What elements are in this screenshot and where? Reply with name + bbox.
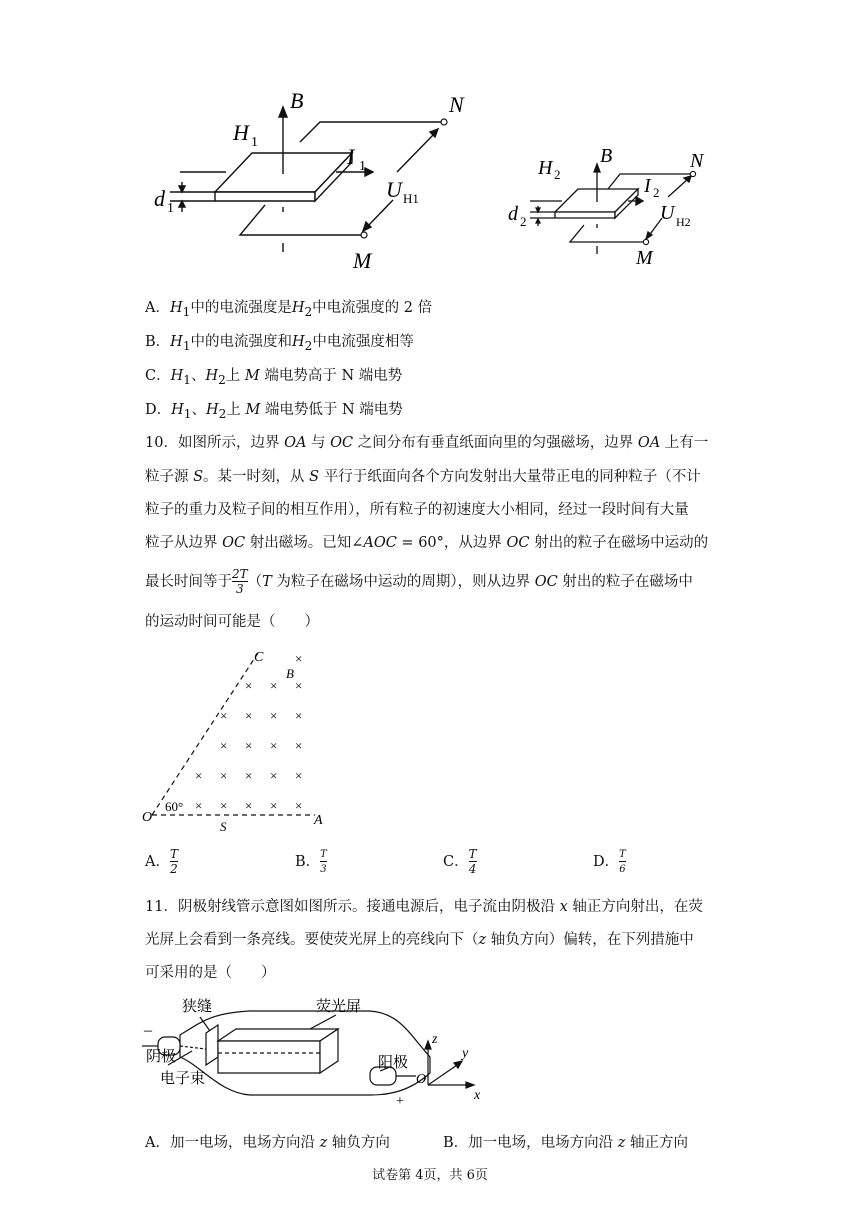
field-cross: ×: [270, 708, 278, 723]
var-z: z: [617, 1135, 626, 1151]
label-d-sub: 1: [167, 201, 174, 216]
text: 为粒子在磁场中运动的周期），则从边界: [271, 574, 535, 590]
field-cross: ×: [295, 678, 303, 693]
denominator: 3: [232, 581, 248, 596]
denominator: 3: [320, 861, 327, 876]
q10-line-2: [145, 467, 701, 487]
field-cross: ×: [295, 738, 303, 753]
fraction: [320, 848, 327, 876]
var-z: z: [319, 1135, 328, 1151]
label-S: S: [220, 819, 227, 834]
q11-line-1: [145, 897, 703, 917]
text: 。某一时刻，从: [203, 469, 310, 485]
q10-line-1: [145, 433, 708, 453]
text: 中的电流强度和: [190, 334, 292, 350]
sub: 2: [218, 406, 227, 421]
sub: 2: [218, 372, 226, 387]
denominator: 2: [170, 862, 178, 876]
var-oa: OA: [284, 435, 307, 451]
var-m: M: [244, 368, 260, 384]
field-cross: ×: [270, 738, 278, 753]
text: 中电流强度相等: [312, 334, 414, 350]
cathode-ray-tube-figure: [140, 995, 490, 1113]
text: 轴负方向）偏转，在下列措施中: [486, 932, 694, 948]
text: 中电流强度的 2 倍: [312, 300, 433, 316]
text: 端电势低于 N 端电势: [264, 402, 403, 418]
text: 上: [225, 368, 241, 384]
text: 粒子从边界: [145, 535, 223, 551]
label-H-sub: 1: [251, 135, 258, 150]
field-cross: ×: [195, 768, 203, 783]
label-N: N: [449, 92, 464, 117]
label-I: I: [347, 144, 355, 169]
label-A: A: [314, 813, 323, 828]
var-oa: OA: [637, 435, 661, 451]
q10-line-6: 的运动时间可能是（ ）: [145, 614, 319, 630]
field-cross: ×: [295, 798, 303, 813]
label-d-sub: 2: [520, 214, 527, 229]
label-H: H: [538, 157, 553, 179]
option-label: A．: [145, 854, 170, 870]
q9-option-b: [145, 332, 414, 356]
var-h1: H: [170, 334, 183, 350]
var-aoc: AOC: [363, 535, 397, 551]
text: 轴负方向: [327, 1135, 390, 1151]
var-oc: OC: [222, 535, 246, 551]
field-cross: ×: [295, 651, 303, 666]
text: 最长时间等于: [145, 574, 232, 590]
var-s: S: [193, 469, 204, 485]
var-h1: H: [169, 300, 183, 316]
q9-option-a: [145, 298, 432, 322]
label-U-sub: H1: [403, 191, 419, 206]
text: 射出的粒子在磁场中: [557, 574, 693, 590]
label-screen: 荧光屏: [316, 999, 362, 1015]
fraction: [469, 848, 477, 876]
field-cross: ×: [245, 768, 253, 783]
label-M: M: [636, 247, 653, 269]
option-label: B．: [443, 1135, 469, 1151]
var-oc: OC: [534, 574, 558, 590]
sub: 1: [182, 338, 191, 353]
text: 加一电场，电场方向沿: [169, 1135, 320, 1151]
var-oc: OC: [506, 535, 530, 551]
axis-origin: O: [416, 1072, 427, 1087]
hall-figure-left: [140, 80, 480, 280]
plus-sign: +: [396, 1094, 404, 1109]
axis-x: x: [474, 1088, 481, 1103]
var-h1: H: [170, 368, 184, 384]
field-cross: ×: [220, 738, 228, 753]
text: 平行于纸面向各个方向发射出大量带正电的同种粒子（不计: [319, 469, 701, 485]
sub: 2: [304, 338, 313, 353]
label-cathode: 阴极: [146, 1049, 177, 1065]
minus-sign: –: [144, 1022, 152, 1039]
text: 端电势高于 N 端电势: [264, 368, 403, 384]
magnetic-field-figure: [140, 645, 340, 835]
axis-y: y: [462, 1046, 469, 1061]
field-cross: ×: [245, 738, 253, 753]
option-label: A．: [145, 1135, 170, 1151]
axis-z: z: [432, 1032, 438, 1047]
label-O: O: [142, 810, 153, 825]
numerator: T: [619, 849, 626, 860]
label-H-sub: 2: [554, 167, 561, 182]
numerator: 2T: [232, 567, 248, 581]
q11-option-b: [443, 1131, 688, 1152]
option-label: C．: [145, 368, 171, 384]
q10-option-d: [593, 848, 626, 876]
label-M: M: [353, 248, 372, 273]
label-B: B: [600, 145, 613, 167]
hall-figure-right: [500, 140, 730, 270]
q10-line-5: [145, 568, 693, 596]
text: 中的电流强度是: [190, 300, 292, 316]
option-label: C．: [443, 854, 469, 870]
q9-option-d: [145, 400, 403, 424]
var-m: M: [245, 402, 261, 418]
field-cross: ×: [245, 708, 253, 723]
var-h2: H: [205, 402, 219, 418]
q11-line-3: 可采用的是（ ）: [145, 965, 276, 981]
fraction-2t-3: [232, 568, 248, 596]
option-label: D．: [593, 854, 620, 870]
field-cross: ×: [270, 678, 278, 693]
var-x: x: [559, 899, 568, 915]
q10-option-b: [295, 848, 327, 876]
text: 上: [226, 402, 241, 418]
q11-option-a: [145, 1131, 390, 1152]
label-C: C: [254, 650, 264, 665]
label-U: U: [386, 177, 402, 202]
q10-option-c: [443, 848, 477, 876]
numerator: T: [320, 849, 327, 860]
var-h2: H: [291, 300, 305, 316]
fraction: [170, 848, 178, 876]
field-cross: ×: [270, 768, 278, 783]
q10-line-4: [145, 533, 708, 553]
option-label: B．: [295, 854, 321, 870]
q10-line-3: 粒子的重力及粒子间的相互作用），所有粒子的初速度大小相同，经过一段时间有大量: [145, 502, 689, 518]
text: （: [247, 574, 263, 590]
text: 上有一: [660, 435, 709, 451]
text: = 60°，从边界: [396, 535, 507, 551]
text: 加一电场，电场方向沿: [468, 1135, 618, 1151]
label-I: I: [644, 175, 651, 197]
q11-line-2: [145, 930, 694, 950]
text: 、: [190, 368, 206, 384]
text: 与: [306, 435, 331, 451]
label-d: d: [154, 186, 165, 211]
var-h1: H: [171, 402, 184, 418]
text: 11．阴极射线管示意图如图所示。接通电源后，电子流由阴极沿: [145, 899, 560, 915]
label-U-sub: H2: [676, 215, 691, 229]
denominator: 6: [619, 861, 626, 876]
text: 光屏上会看到一条亮线。要使荧光屏上的亮线向下（: [145, 932, 479, 948]
text: 射出磁场。已知∠: [245, 535, 364, 551]
text: 之间分布有垂直纸面向里的匀强磁场，边界: [353, 435, 638, 451]
denominator: 4: [468, 862, 477, 876]
var-h2: H: [205, 368, 219, 384]
fraction: [619, 848, 626, 876]
label-anode: 阳极: [378, 1055, 409, 1071]
field-cross: ×: [245, 798, 253, 813]
text: 10．如图所示，边界: [145, 435, 285, 451]
label-B: B: [290, 88, 304, 113]
text: 粒子源: [145, 469, 194, 485]
var-z: z: [478, 932, 487, 948]
text: 、: [191, 402, 206, 418]
text: 射出的粒子在磁场中运动的: [529, 535, 709, 551]
field-cross: ×: [270, 798, 278, 813]
label-H: H: [233, 120, 249, 145]
var-h2: H: [292, 334, 305, 350]
var-t: T: [262, 574, 272, 590]
q9-option-c: [145, 366, 402, 390]
angle-label: 60°: [165, 799, 184, 814]
field-cross: ×: [295, 708, 303, 723]
text: 轴正方向射出，在荧: [567, 899, 703, 915]
label-B: B: [286, 666, 294, 681]
numerator: T: [468, 847, 477, 861]
sub: 2: [304, 304, 313, 319]
label-N: N: [690, 150, 704, 172]
option-label: B．: [145, 334, 171, 350]
numerator: T: [169, 847, 178, 861]
label-U: U: [660, 202, 675, 224]
field-cross: ×: [245, 678, 253, 693]
sub: 1: [183, 372, 191, 387]
field-cross: ×: [295, 768, 303, 783]
label-I-sub: 2: [653, 185, 660, 200]
sub: 1: [182, 304, 191, 319]
option-label: D．: [145, 402, 172, 418]
var-oc: OC: [330, 435, 354, 451]
field-cross: ×: [220, 768, 228, 783]
page-footer: 试卷第 4页，共 6页: [372, 1168, 488, 1183]
label-slit: 狭缝: [182, 999, 213, 1015]
q10-option-a: [145, 848, 178, 876]
field-cross: ×: [220, 798, 228, 813]
field-cross: ×: [195, 798, 203, 813]
option-label: A．: [145, 300, 170, 316]
label-d: d: [508, 203, 518, 225]
sub: 1: [183, 406, 192, 421]
var-s: S: [309, 469, 320, 485]
text: 轴正方向: [625, 1135, 689, 1151]
field-cross: ×: [220, 708, 228, 723]
label-I-sub: 1: [359, 159, 366, 174]
label-beam: 电子束: [160, 1071, 206, 1087]
